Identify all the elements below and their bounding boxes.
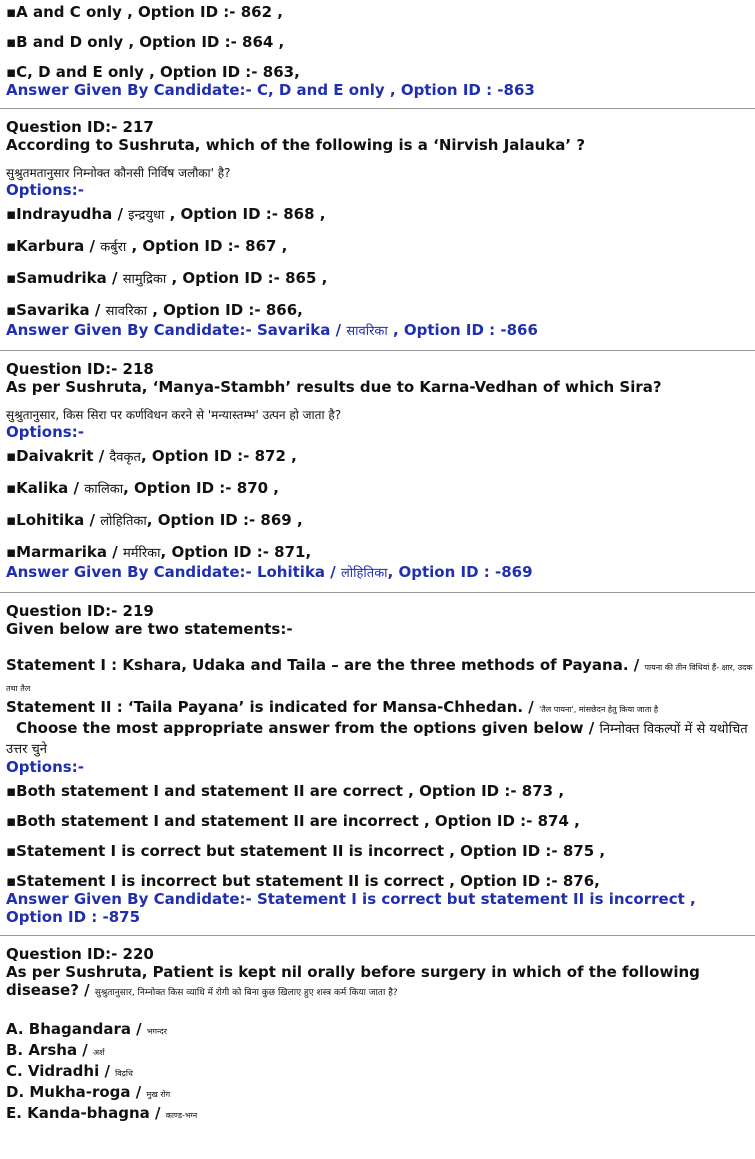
question-text: As per Sushruta, ‘Manya-Stambh’ results due to Karna-Vedhan of which Sira? <box>6 378 662 396</box>
question-id: Question ID:- 220 <box>6 945 154 963</box>
option-item: ▪Samudrika / सामुद्रिका , Option ID :- 865 , <box>6 269 328 287</box>
option-item: ▪Statement I is correct but statement II is incorrect , Option ID :- 875 , <box>6 842 606 860</box>
candidate-answer: Answer Given By Candidate:- Lohitika / लोहितिका, Option ID : -869 <box>6 563 533 581</box>
statement-1: Statement I : Kshara, Udaka and Taila – are the three methods of Payana. / पायना की तीन विधियां हैं- क्षार, उदक तथा तैल <box>6 656 753 693</box>
option-item: ▪Daivakrit / दैवकृत, Option ID :- 872 , <box>6 447 297 465</box>
separator <box>0 350 755 351</box>
option-item: ▪B and D only , Option ID :- 864 , <box>6 33 285 51</box>
question-text-hindi: सुश्रुतानुसार, किस सिरा पर कर्णविधन करने से 'मन्यास्तम्भ' उत्पन हो जाता है? <box>6 408 342 422</box>
question-text: Given below are two statements:- <box>6 620 293 638</box>
list-item: B. Arsha / अर्श <box>6 1041 105 1059</box>
list-item: E. Kanda-bhagna / काण्ड-भग्न <box>6 1104 198 1122</box>
question-220 <box>6 945 755 1125</box>
candidate-answer: Answer Given By Candidate:- C, D and E only , Option ID : -863 <box>6 81 535 99</box>
options-label: Options:- <box>6 758 84 776</box>
option-item: ▪A and C only , Option ID :- 862 , <box>6 3 283 21</box>
question-id: Question ID:- 219 <box>6 602 154 620</box>
option-item: ▪Both statement I and statement II are correct , Option ID :- 873 , <box>6 782 565 800</box>
option-item: ▪Indrayudha / इन्द्रयुधा , Option ID :- 868 , <box>6 205 326 223</box>
separator <box>0 592 755 593</box>
candidate-answer: Answer Given By Candidate:- Statement I is correct but statement II is incorrect , <box>6 890 696 908</box>
instruction-text: Choose the most appropriate answer from the options given below / निम्नोक्त विकल्पों में से यथोचित उत्तर चुने <box>6 719 748 757</box>
question-text-cont: disease? / सुश्रुतानुसार, निम्नोक्त किस व्याधि में रोगी को बिना कुछ खिलाए हुए शस्त्र कर्म किया जाता है? <box>6 981 398 999</box>
question-217 <box>6 118 755 341</box>
list-item: D. Mukha-roga / मुख रोग <box>6 1083 171 1101</box>
option-item: ▪Savarika / सावरिका , Option ID :- 866, <box>6 301 303 319</box>
option-item: ▪C, D and E only , Option ID :- 863, <box>6 63 300 81</box>
option-item: ▪Both statement I and statement II are incorrect , Option ID :- 874 , <box>6 812 580 830</box>
candidate-answer: Answer Given By Candidate:- Savarika / सावरिका , Option ID : -866 <box>6 321 538 339</box>
options-label: Options:- <box>6 181 84 199</box>
question-text: As per Sushruta, Patient is kept nil orally before surgery in which of the following <box>6 963 700 981</box>
question-219 <box>6 602 755 926</box>
separator <box>0 935 755 936</box>
option-item: ▪Marmarika / मर्मरिका, Option ID :- 871, <box>6 543 312 561</box>
option-item: ▪Karbura / कर्बुरा , Option ID :- 867 , <box>6 237 288 255</box>
candidate-answer-id: Option ID : -875 <box>6 908 141 926</box>
question-text: According to Sushruta, which of the following is a ‘Nirvish Jalauka’ ? <box>6 136 586 154</box>
question-218 <box>6 360 755 583</box>
option-item: ▪Lohitika / लोहितिका, Option ID :- 869 , <box>6 511 303 529</box>
statement-2: Statement II : ‘Taila Payana’ is indicated for Mansa-Chhedan. / 'तैल पायना', मांसछेदन हेतु किया जाता है <box>6 698 659 716</box>
separator <box>0 108 755 109</box>
question-id: Question ID:- 218 <box>6 360 154 378</box>
list-item: A. Bhagandara / भगन्दर <box>6 1020 168 1038</box>
list-item: C. Vidradhi / विद्रधि <box>6 1062 133 1080</box>
question-id: Question ID:- 217 <box>6 118 154 136</box>
options-label: Options:- <box>6 423 84 441</box>
option-item: ▪Kalika / कालिका, Option ID :- 870 , <box>6 479 279 497</box>
question-text-hindi: सुश्रुतमतानुसार निम्नोक्त कौनसी निर्विष जलौका' है? <box>6 166 231 180</box>
option-item: ▪Statement I is incorrect but statement II is correct , Option ID :- 876, <box>6 872 600 890</box>
